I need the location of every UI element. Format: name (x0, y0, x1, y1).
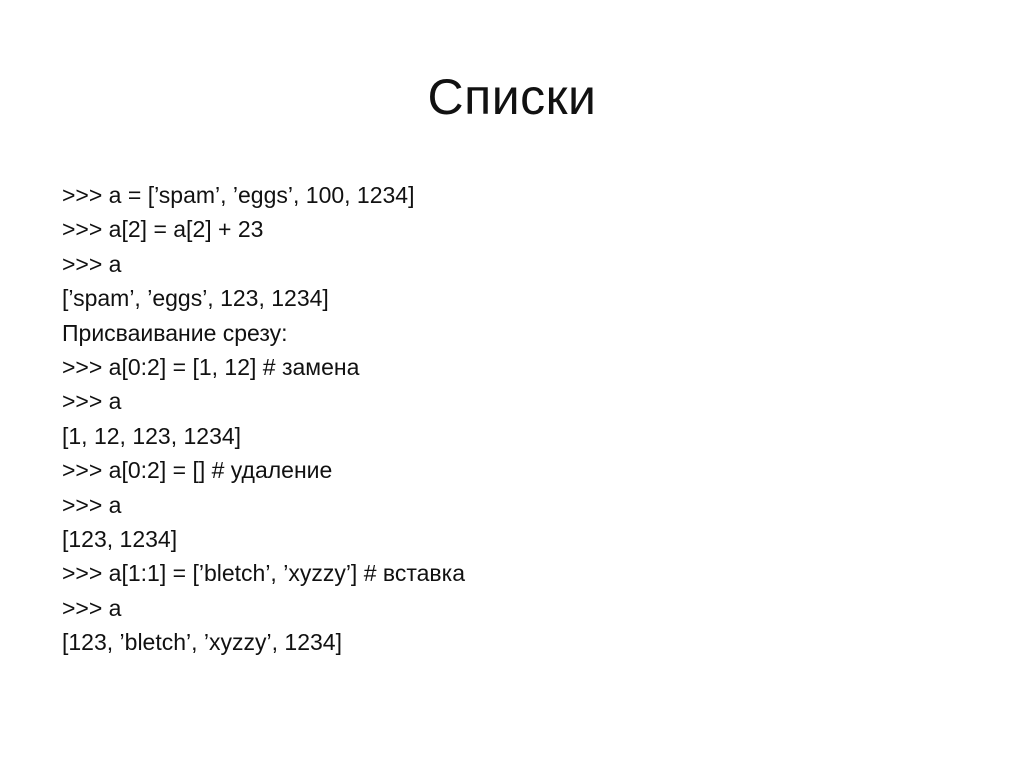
code-line-6: >>> a[0:2] = [] # удаление (62, 457, 333, 484)
code-line-2: >>> a[2] = a[2] + 23 (62, 216, 264, 243)
code-line-7: >>> a (62, 491, 122, 518)
section-label: Присваивание срезу: (62, 319, 288, 346)
output-line-2: [1, 12, 123, 1234] (62, 422, 242, 449)
code-line-9: >>> a (62, 594, 122, 621)
output-line-3: [123, 1234] (62, 526, 178, 553)
code-line-8: >>> a[1:1] = [’bletch’, ’xyzzy’] # вставка (62, 560, 465, 587)
slide-title: Списки (427, 69, 597, 125)
slide-body (62, 178, 962, 660)
code-line-1: >>> a = [’spam’, ’eggs’, 100, 1234] (62, 182, 415, 208)
code-line-3: >>> a (62, 250, 122, 277)
code-line-4: >>> a[0:2] = [1, 12] # замена (62, 354, 360, 381)
code-line-5: >>> a (62, 388, 122, 415)
output-line-4: [123, ’bletch’, ’xyzzy’, 1234] (62, 629, 342, 656)
output-line-1: [’spam’, ’eggs’, 123, 1234] (62, 285, 329, 312)
